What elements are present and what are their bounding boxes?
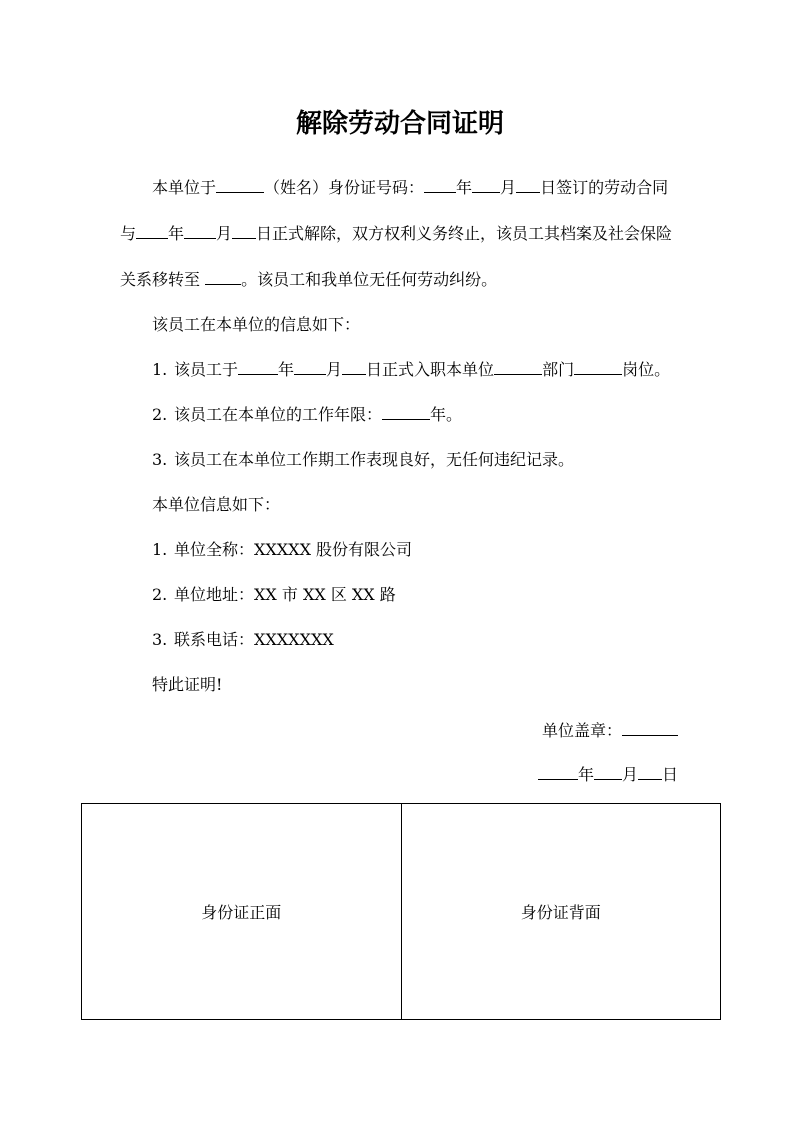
employee-item-performance: 3. 该员工在本单位工作期工作表现良好，无任何违纪记录。 <box>152 450 575 469</box>
company-item-name: 1. 单位全称：XXXXX 股份有限公司 <box>152 540 413 559</box>
sign-day-blank[interactable] <box>516 178 540 193</box>
signature-year-blank[interactable] <box>538 765 578 780</box>
closing-statement: 特此证明! <box>152 675 223 694</box>
sign-month-blank[interactable] <box>472 178 500 193</box>
hire-day-blank[interactable] <box>342 360 366 375</box>
stamp-blank[interactable] <box>622 721 678 736</box>
company-item-phone: 3. 联系电话：XXXXXXX <box>152 630 334 649</box>
name-blank[interactable] <box>216 178 264 193</box>
end-year-blank[interactable] <box>136 224 168 239</box>
signature-date-line: 年 月 日 <box>538 763 678 787</box>
employee-item-years: 2. 该员工在本单位的工作年限： 年。 <box>152 405 463 424</box>
end-day-blank[interactable] <box>232 224 256 239</box>
paragraph-contract-date: 本单位于 （姓名）身份证号码： 年 月 日签订的劳动合同 <box>152 178 669 197</box>
employee-info-heading: 该员工在本单位的信息如下： <box>152 315 361 334</box>
paragraph-file-transfer: 关系移转至 。该员工和我单位无任何劳动纠纷。 <box>120 270 498 289</box>
department-blank[interactable] <box>494 360 542 375</box>
paragraph-termination-date: 与 年 月 日正式解除，双方权利义务终止，该员工其档案及社会保险 <box>120 224 673 243</box>
hire-month-blank[interactable] <box>294 360 326 375</box>
company-info-heading: 本单位信息如下： <box>152 495 281 514</box>
end-month-blank[interactable] <box>184 224 216 239</box>
document-title: 解除劳动合同证明 <box>295 109 504 139</box>
id-card-back-cell[interactable] <box>402 804 721 1019</box>
company-item-address: 2. 单位地址：XX 市 XX 区 XX 路 <box>152 585 396 604</box>
position-blank[interactable] <box>574 360 622 375</box>
signature-day-blank[interactable] <box>638 765 662 780</box>
hire-year-blank[interactable] <box>238 360 278 375</box>
company-stamp-line: 单位盖章： <box>542 719 678 743</box>
id-card-front-cell[interactable] <box>82 804 402 1019</box>
work-years-blank[interactable] <box>382 405 430 420</box>
id-card-back-label: 身份证背面 <box>520 903 601 922</box>
employee-item-hire-date: 1. 该员工于 年 月 日正式入职本单位 部门 岗位。 <box>152 360 671 379</box>
id-card-table <box>81 803 721 1020</box>
transfer-to-blank[interactable] <box>205 270 241 285</box>
id-card-front-label: 身份证正面 <box>201 903 282 922</box>
sign-year-blank[interactable] <box>424 178 456 193</box>
signature-month-blank[interactable] <box>594 765 622 780</box>
